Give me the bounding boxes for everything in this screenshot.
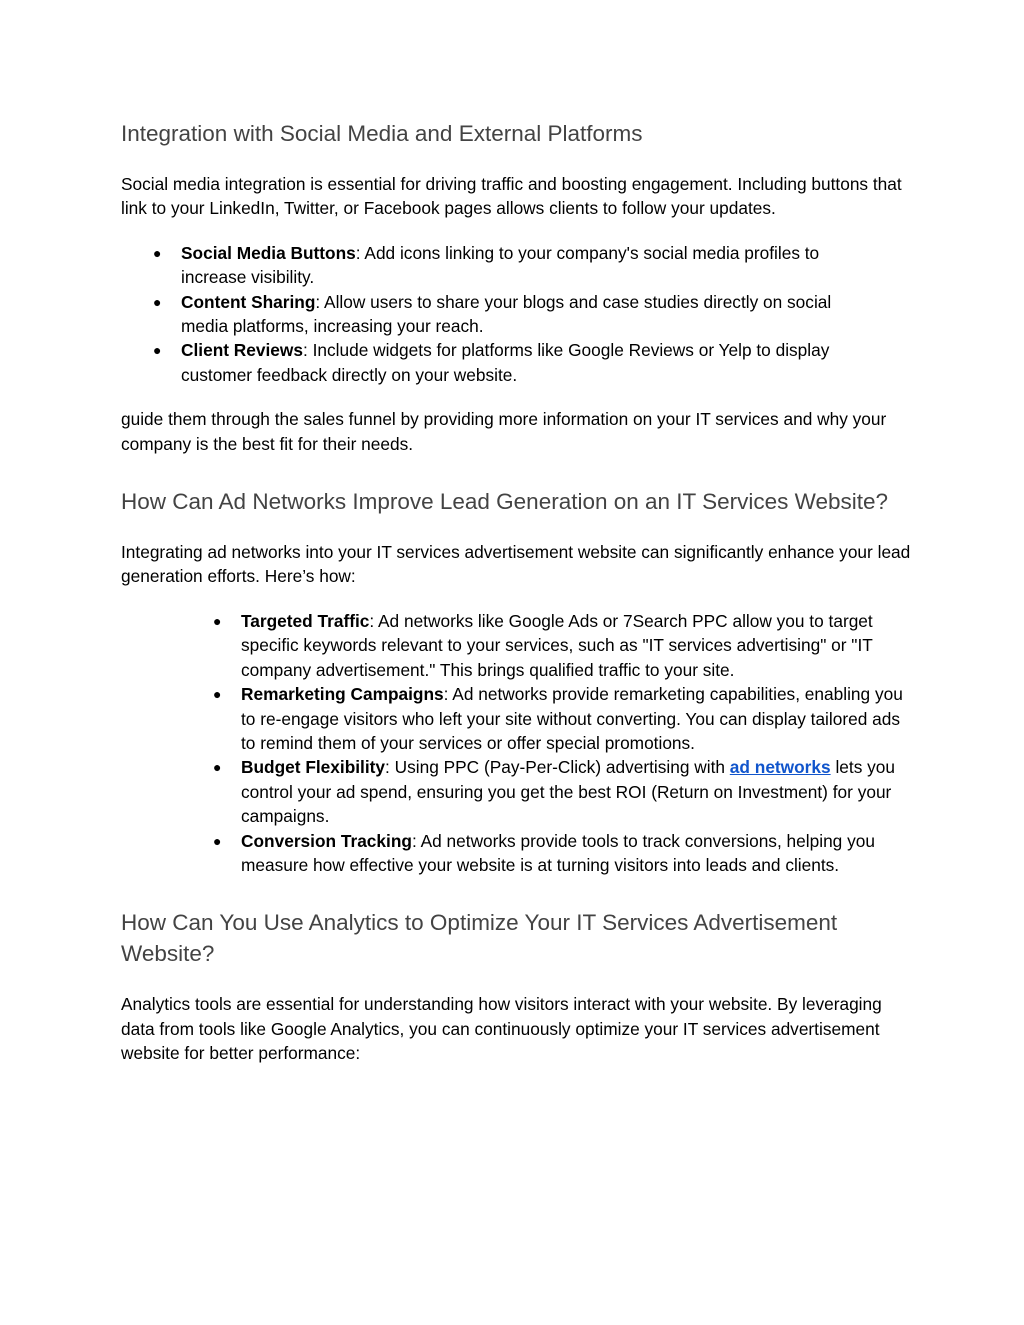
social-media-bullet-list xyxy=(153,241,881,387)
bullet-icon: ● xyxy=(213,686,222,703)
list-item-term: Targeted Traffic xyxy=(241,610,370,631)
list-item-text: : Allow users to share your blogs and case studies directly on social media platforms, increasing your reach. xyxy=(181,291,832,337)
list-item-term: Remarketing Campaigns xyxy=(241,684,444,705)
list-item xyxy=(213,682,911,755)
list-item xyxy=(213,755,911,828)
ad-networks-link[interactable]: ad networks xyxy=(729,757,831,778)
list-item xyxy=(213,609,911,682)
list-item-text: lets you control your ad spend, ensuring you get the best ROI (Return on Investment) for your campaigns. xyxy=(241,757,895,827)
section-heading-ad-networks: How Can Ad Networks Improve Lead Generation on an IT Services Website? xyxy=(121,489,889,515)
ad-networks-intro-paragraph: Integrating ad networks into your IT services advertisement website can significantly enhance your lead generation efforts. Here’s how: xyxy=(121,542,911,587)
bullet-icon: ● xyxy=(153,244,162,261)
bullet-icon: ● xyxy=(213,832,222,849)
list-item-term: Content Sharing xyxy=(181,291,316,312)
list-item-term: Social Media Buttons xyxy=(181,242,356,263)
list-item-text: : Using PPC (Pay-Per-Click) advertising with xyxy=(385,757,730,778)
list-item-text: : Add icons linking to your company's social media profiles to increase visibility. xyxy=(181,242,820,288)
ad-networks-bullet-list xyxy=(213,609,911,877)
social-media-intro-paragraph: Social media integration is essential for driving traffic and boosting engagement. Including buttons that link to your LinkedIn, Twitter, or Facebook pages allows clients to follow your updates. xyxy=(121,174,902,219)
document-page xyxy=(121,118,911,1066)
list-item-text: : Include widgets for platforms like Google Reviews or Yelp to display customer feedback directly on your website. xyxy=(181,340,830,385)
section-heading-social-media: Integration with Social Media and External Platforms xyxy=(121,121,643,146)
list-item-text: : Ad networks provide tools to track conversions, helping you measure how effective your website is at turning visitors into leads and clients. xyxy=(241,830,875,875)
list-item-term: Client Reviews xyxy=(181,340,303,361)
social-media-outro-paragraph: guide them through the sales funnel by providing more information on your IT services and why your company is the best fit for their needs. xyxy=(121,409,887,454)
list-item-text: : Ad networks provide remarketing capabilities, enabling you to re-engage visitors who left your site without converting. You can display tailored ads to remind them of your services or offer special promotions. xyxy=(241,684,903,753)
bullet-icon: ● xyxy=(213,759,222,776)
list-item xyxy=(213,829,911,878)
list-item-text: : Ad networks like Google Ads or 7Search PPC allow you to target specific keywords relevant to your services, such as "IT services advertising" or "IT company advertisement." This brings qualified traffic to your site. xyxy=(241,610,873,680)
list-item-term: Budget Flexibility xyxy=(241,757,386,778)
list-item xyxy=(153,241,881,290)
list-item-term: Conversion Tracking xyxy=(241,830,412,851)
bullet-icon: ● xyxy=(153,342,162,359)
bullet-icon: ● xyxy=(153,293,162,310)
section-heading-analytics: How Can You Use Analytics to Optimize Your IT Services Advertisement Website? xyxy=(121,910,838,967)
list-item xyxy=(153,338,881,387)
analytics-intro-paragraph: Analytics tools are essential for understanding how visitors interact with your website. By leveraging data from tools like Google Analytics, you can continuously optimize your IT services advertisement website for better performance: xyxy=(121,994,882,1064)
list-item xyxy=(153,290,881,339)
bullet-icon: ● xyxy=(213,612,222,629)
